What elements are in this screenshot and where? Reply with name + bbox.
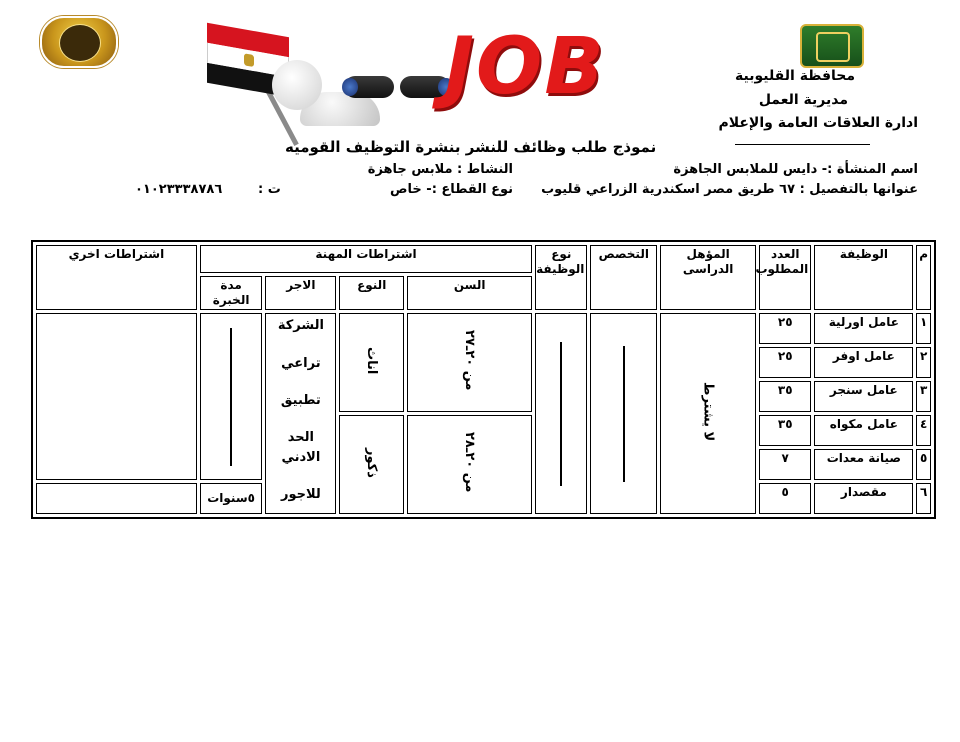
- header-wage: الاجر: [265, 276, 336, 310]
- wage-line: للاجور: [280, 487, 321, 502]
- binoculars-icon: [338, 72, 456, 102]
- org-directorate: مديرية العمل: [758, 92, 848, 108]
- header-career-conditions: اشتراطات المهنة: [200, 245, 532, 273]
- row-num: ٢: [916, 347, 931, 378]
- header-age: السن: [407, 276, 532, 310]
- wage-line: تطبيق: [280, 393, 321, 408]
- row-num: ٥: [916, 449, 931, 480]
- header-num: م: [916, 245, 931, 310]
- job-banner: JOB: [445, 22, 606, 112]
- other-conditions-bottom: [36, 483, 197, 514]
- row-num: ١: [916, 313, 931, 344]
- header-specialty: التخصص: [590, 245, 657, 310]
- company-activity: النشاط : ملابس جاهزة: [367, 162, 513, 177]
- experience-lines-cell: [200, 313, 263, 480]
- row-num: ٣: [916, 381, 931, 412]
- wage-cell: [265, 313, 336, 514]
- age-group1: من ٢٠ـ٢٧: [462, 330, 478, 391]
- age-group1-cell: [407, 313, 532, 412]
- header-gender: النوع: [339, 276, 404, 310]
- gender-group2-cell: [339, 415, 404, 514]
- row-count: ٢٥: [759, 347, 811, 378]
- wage-line: الحد الادني: [281, 430, 321, 465]
- row-job: عامل اورلية: [814, 313, 913, 344]
- qualification-text: لا يشترط: [700, 381, 716, 442]
- jobs-table: [31, 240, 936, 519]
- row-job: مقصدار: [814, 483, 913, 514]
- row-job: عامل اوفر: [814, 347, 913, 378]
- row-count: ٣٥: [759, 381, 811, 412]
- row-num: ٤: [916, 415, 931, 446]
- phone-number: ٠١٠٢٣٣٣٨٧٨٦: [135, 182, 223, 197]
- row-count: ٣٥: [759, 415, 811, 446]
- header-qualification: المؤهل الدراسى: [660, 245, 756, 310]
- form-title: نموذج طلب وظائف للنشر بنشرة التوظيف القوميه: [285, 138, 657, 156]
- governorate-logo: [40, 16, 118, 68]
- row-job: عامل مكواه: [814, 415, 913, 446]
- age-group2: من ٢٠ـ٢٨: [462, 432, 478, 493]
- header-other: اشتراطات اخري: [36, 245, 197, 310]
- other-conditions-cell: [36, 313, 197, 480]
- row-num: ٦: [916, 483, 931, 514]
- wage-line: الشركة: [277, 318, 324, 333]
- wage-line: تراعي: [281, 356, 321, 371]
- row-job: صيانة معدات: [814, 449, 913, 480]
- gender-group2: ذكور: [364, 447, 380, 478]
- job-type-cell: [535, 313, 587, 514]
- header-count: العدد المطلوب: [759, 245, 811, 310]
- age-group2-cell: [407, 415, 532, 514]
- row-count: ٢٥: [759, 313, 811, 344]
- row-count: ٧: [759, 449, 811, 480]
- gender-group1-cell: [339, 313, 404, 412]
- table-row: [36, 313, 931, 344]
- header-experience: مدة الخبرة: [200, 276, 263, 310]
- header-job: الوظيفة: [814, 245, 913, 310]
- org-governorate: محافظة القليوبية: [735, 68, 855, 84]
- divider: [735, 144, 870, 145]
- row-count: ٥: [759, 483, 811, 514]
- company-sector: نوع القطاع :- خاص: [390, 182, 513, 197]
- experience-value: ٥سنوات: [200, 483, 263, 514]
- gender-group1: اناث: [364, 346, 380, 375]
- specialty-cell: [590, 313, 657, 514]
- phone-label: ت :: [258, 182, 281, 197]
- header-job-type: نوع الوظيفة: [535, 245, 587, 310]
- row-job: عامل سنجر: [814, 381, 913, 412]
- company-address: عنوانها بالتفصيل : ٦٧ طريق مصر اسكندرية الزراعي قليوب: [541, 182, 918, 197]
- org-department: ادارة العلاقات العامة والإعلام: [718, 115, 918, 131]
- qualification-cell: [660, 313, 756, 514]
- company-name: اسم المنشأة :- دايس للملابس الجاهزة: [673, 162, 918, 177]
- labor-directorate-logo: [800, 24, 864, 68]
